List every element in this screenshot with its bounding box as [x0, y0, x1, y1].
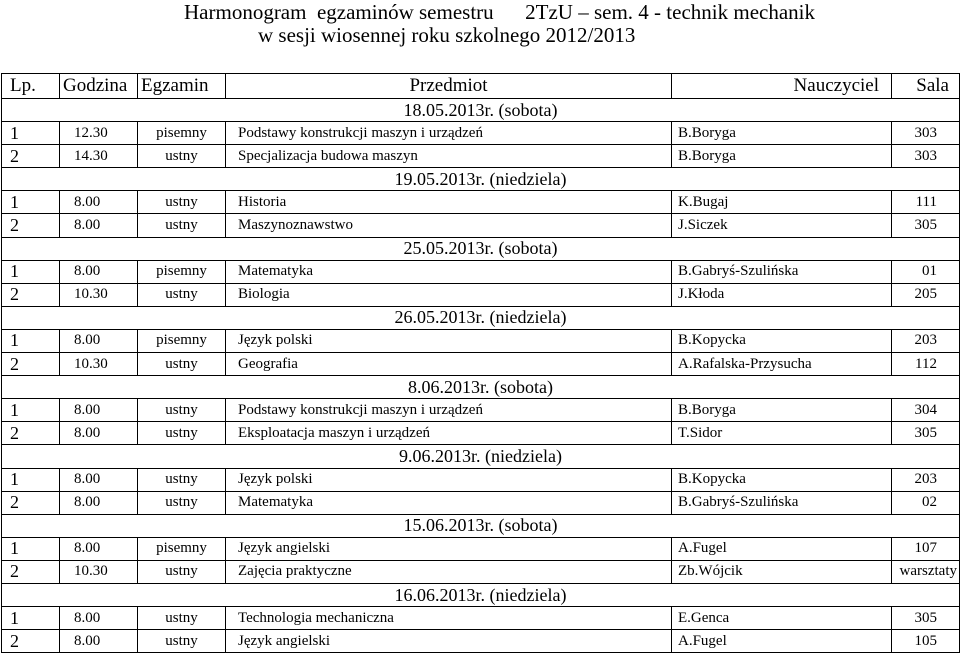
- exam-room: 205: [892, 283, 960, 306]
- exam-row: [2, 283, 960, 306]
- exam-lp: 1: [2, 537, 60, 560]
- exam-teacher: B.Kopycka: [672, 468, 892, 491]
- exam-type: ustny: [138, 145, 226, 168]
- date-row: [2, 237, 960, 260]
- exam-teacher: A.Fugel: [672, 630, 892, 653]
- exam-teacher: B.Gabryś-Szulińska: [672, 491, 892, 514]
- exam-subject: Matematyka: [226, 491, 672, 514]
- exam-row: [2, 353, 960, 376]
- exam-row: [2, 122, 960, 145]
- exam-hour: 8.00: [60, 630, 138, 653]
- exam-lp: 1: [2, 191, 60, 214]
- exam-type: ustny: [138, 283, 226, 306]
- exam-row: [2, 607, 960, 630]
- date-heading: 25.05.2013r. (sobota): [2, 237, 960, 260]
- exam-room: 107: [892, 537, 960, 560]
- exam-lp: 1: [2, 607, 60, 630]
- exam-type: ustny: [138, 607, 226, 630]
- exam-lp: 2: [2, 283, 60, 306]
- exam-room: 01: [892, 260, 960, 283]
- date-row: [2, 445, 960, 468]
- date-heading: 9.06.2013r. (niedziela): [2, 445, 960, 468]
- exam-row: [2, 630, 960, 653]
- date-row: [2, 376, 960, 399]
- exam-subject: Eksploatacja maszyn i urządzeń: [226, 422, 672, 445]
- exam-subject: Biologia: [226, 283, 672, 306]
- date-heading: 15.06.2013r. (sobota): [2, 514, 960, 537]
- exam-room: 303: [892, 122, 960, 145]
- exam-row: [2, 422, 960, 445]
- exam-subject: Technologia mechaniczna: [226, 607, 672, 630]
- exam-lp: 1: [2, 260, 60, 283]
- exam-room: 305: [892, 422, 960, 445]
- exam-room: 305: [892, 214, 960, 237]
- exam-type: ustny: [138, 560, 226, 583]
- exam-teacher: J.Siczek: [672, 214, 892, 237]
- document-subtitle: w sesji wiosennej roku szkolnego 2012/2013: [258, 23, 636, 47]
- exam-room: 304: [892, 399, 960, 422]
- exam-hour: 8.00: [60, 422, 138, 445]
- exam-teacher: A.Fugel: [672, 537, 892, 560]
- exam-teacher: J.Kłoda: [672, 283, 892, 306]
- date-row: [2, 99, 960, 122]
- exam-teacher: B.Boryga: [672, 399, 892, 422]
- exam-subject: Zajęcia praktyczne: [226, 560, 672, 583]
- exam-lp: 1: [2, 399, 60, 422]
- exam-hour: 8.00: [60, 191, 138, 214]
- exam-type: ustny: [138, 630, 226, 653]
- exam-room: warsztaty: [892, 560, 960, 583]
- exam-hour: 10.30: [60, 283, 138, 306]
- exam-row: [2, 491, 960, 514]
- exam-type: pisemny: [138, 329, 226, 352]
- exam-room: 02: [892, 491, 960, 514]
- date-heading: 18.05.2013r. (sobota): [2, 99, 960, 122]
- exam-lp: 1: [2, 122, 60, 145]
- header-lp: Lp.: [2, 74, 60, 99]
- exam-hour: 8.00: [60, 214, 138, 237]
- exam-lp: 2: [2, 422, 60, 445]
- date-heading: 26.05.2013r. (niedziela): [2, 306, 960, 329]
- exam-type: pisemny: [138, 260, 226, 283]
- exam-teacher: B.Boryga: [672, 122, 892, 145]
- header-room: Sala: [892, 74, 960, 99]
- exam-room: 111: [892, 191, 960, 214]
- exam-room: 303: [892, 145, 960, 168]
- exam-row: [2, 560, 960, 583]
- exam-type: ustny: [138, 468, 226, 491]
- exam-row: [2, 468, 960, 491]
- exam-subject: Język polski: [226, 468, 672, 491]
- exam-row: [2, 329, 960, 352]
- exam-type: ustny: [138, 353, 226, 376]
- exam-subject: Maszynoznawstwo: [226, 214, 672, 237]
- exam-hour: 8.00: [60, 491, 138, 514]
- date-row: [2, 583, 960, 606]
- exam-teacher: B.Gabryś-Szulińska: [672, 260, 892, 283]
- date-row: [2, 306, 960, 329]
- exam-lp: 2: [2, 491, 60, 514]
- date-heading: 16.06.2013r. (niedziela): [2, 583, 960, 606]
- exam-lp: 2: [2, 630, 60, 653]
- exam-row: [2, 191, 960, 214]
- exam-type: pisemny: [138, 537, 226, 560]
- exam-hour: 10.30: [60, 560, 138, 583]
- exam-teacher: E.Genca: [672, 607, 892, 630]
- date-heading: 19.05.2013r. (niedziela): [2, 168, 960, 191]
- table-header-row: [2, 74, 960, 99]
- exam-hour: 8.00: [60, 329, 138, 352]
- exam-hour: 8.00: [60, 260, 138, 283]
- exam-room: 305: [892, 607, 960, 630]
- date-row: [2, 168, 960, 191]
- exam-schedule-table: [1, 73, 960, 653]
- exam-teacher: T.Sidor: [672, 422, 892, 445]
- exam-hour: 8.00: [60, 607, 138, 630]
- exam-row: [2, 537, 960, 560]
- exam-type: pisemny: [138, 122, 226, 145]
- exam-hour: 8.00: [60, 399, 138, 422]
- date-row: [2, 514, 960, 537]
- exam-subject: Matematyka: [226, 260, 672, 283]
- exam-row: [2, 260, 960, 283]
- exam-type: ustny: [138, 214, 226, 237]
- exam-subject: Język polski: [226, 329, 672, 352]
- exam-hour: 8.00: [60, 468, 138, 491]
- header-teacher: Nauczyciel: [672, 74, 892, 99]
- exam-subject: Podstawy konstrukcji maszyn i urządzeń: [226, 122, 672, 145]
- exam-teacher: B.Boryga: [672, 145, 892, 168]
- exam-teacher: A.Rafalska-Przysucha: [672, 353, 892, 376]
- exam-row: [2, 214, 960, 237]
- exam-hour: 10.30: [60, 353, 138, 376]
- exam-lp: 2: [2, 145, 60, 168]
- exam-subject: Język angielski: [226, 630, 672, 653]
- exam-lp: 1: [2, 468, 60, 491]
- exam-lp: 2: [2, 560, 60, 583]
- exam-room: 105: [892, 630, 960, 653]
- exam-type: ustny: [138, 399, 226, 422]
- header-exam-type: Egzamin: [138, 74, 226, 99]
- schedule-body: [2, 99, 960, 653]
- exam-type: ustny: [138, 191, 226, 214]
- exam-hour: 12.30: [60, 122, 138, 145]
- exam-type: ustny: [138, 422, 226, 445]
- exam-subject: Specjalizacja budowa maszyn: [226, 145, 672, 168]
- exam-room: 112: [892, 353, 960, 376]
- exam-hour: 8.00: [60, 537, 138, 560]
- exam-lp: 2: [2, 214, 60, 237]
- header-subject: Przedmiot: [226, 74, 672, 99]
- exam-room: 203: [892, 329, 960, 352]
- exam-type: ustny: [138, 491, 226, 514]
- exam-lp: 2: [2, 353, 60, 376]
- exam-subject: Historia: [226, 191, 672, 214]
- header-hour: Godzina: [60, 74, 138, 99]
- exam-subject: Geografia: [226, 353, 672, 376]
- date-heading: 8.06.2013r. (sobota): [2, 376, 960, 399]
- exam-room: 203: [892, 468, 960, 491]
- exam-subject: Podstawy konstrukcji maszyn i urządzeń: [226, 399, 672, 422]
- exam-hour: 14.30: [60, 145, 138, 168]
- exam-teacher: K.Bugaj: [672, 191, 892, 214]
- exam-lp: 1: [2, 329, 60, 352]
- exam-subject: Język angielski: [226, 537, 672, 560]
- exam-teacher: B.Kopycka: [672, 329, 892, 352]
- exam-row: [2, 399, 960, 422]
- exam-row: [2, 145, 960, 168]
- exam-teacher: Zb.Wójcik: [672, 560, 892, 583]
- document-title: Harmonogram egzaminów semestru 2TzU – sem. 4 - technik mechanik: [184, 0, 815, 24]
